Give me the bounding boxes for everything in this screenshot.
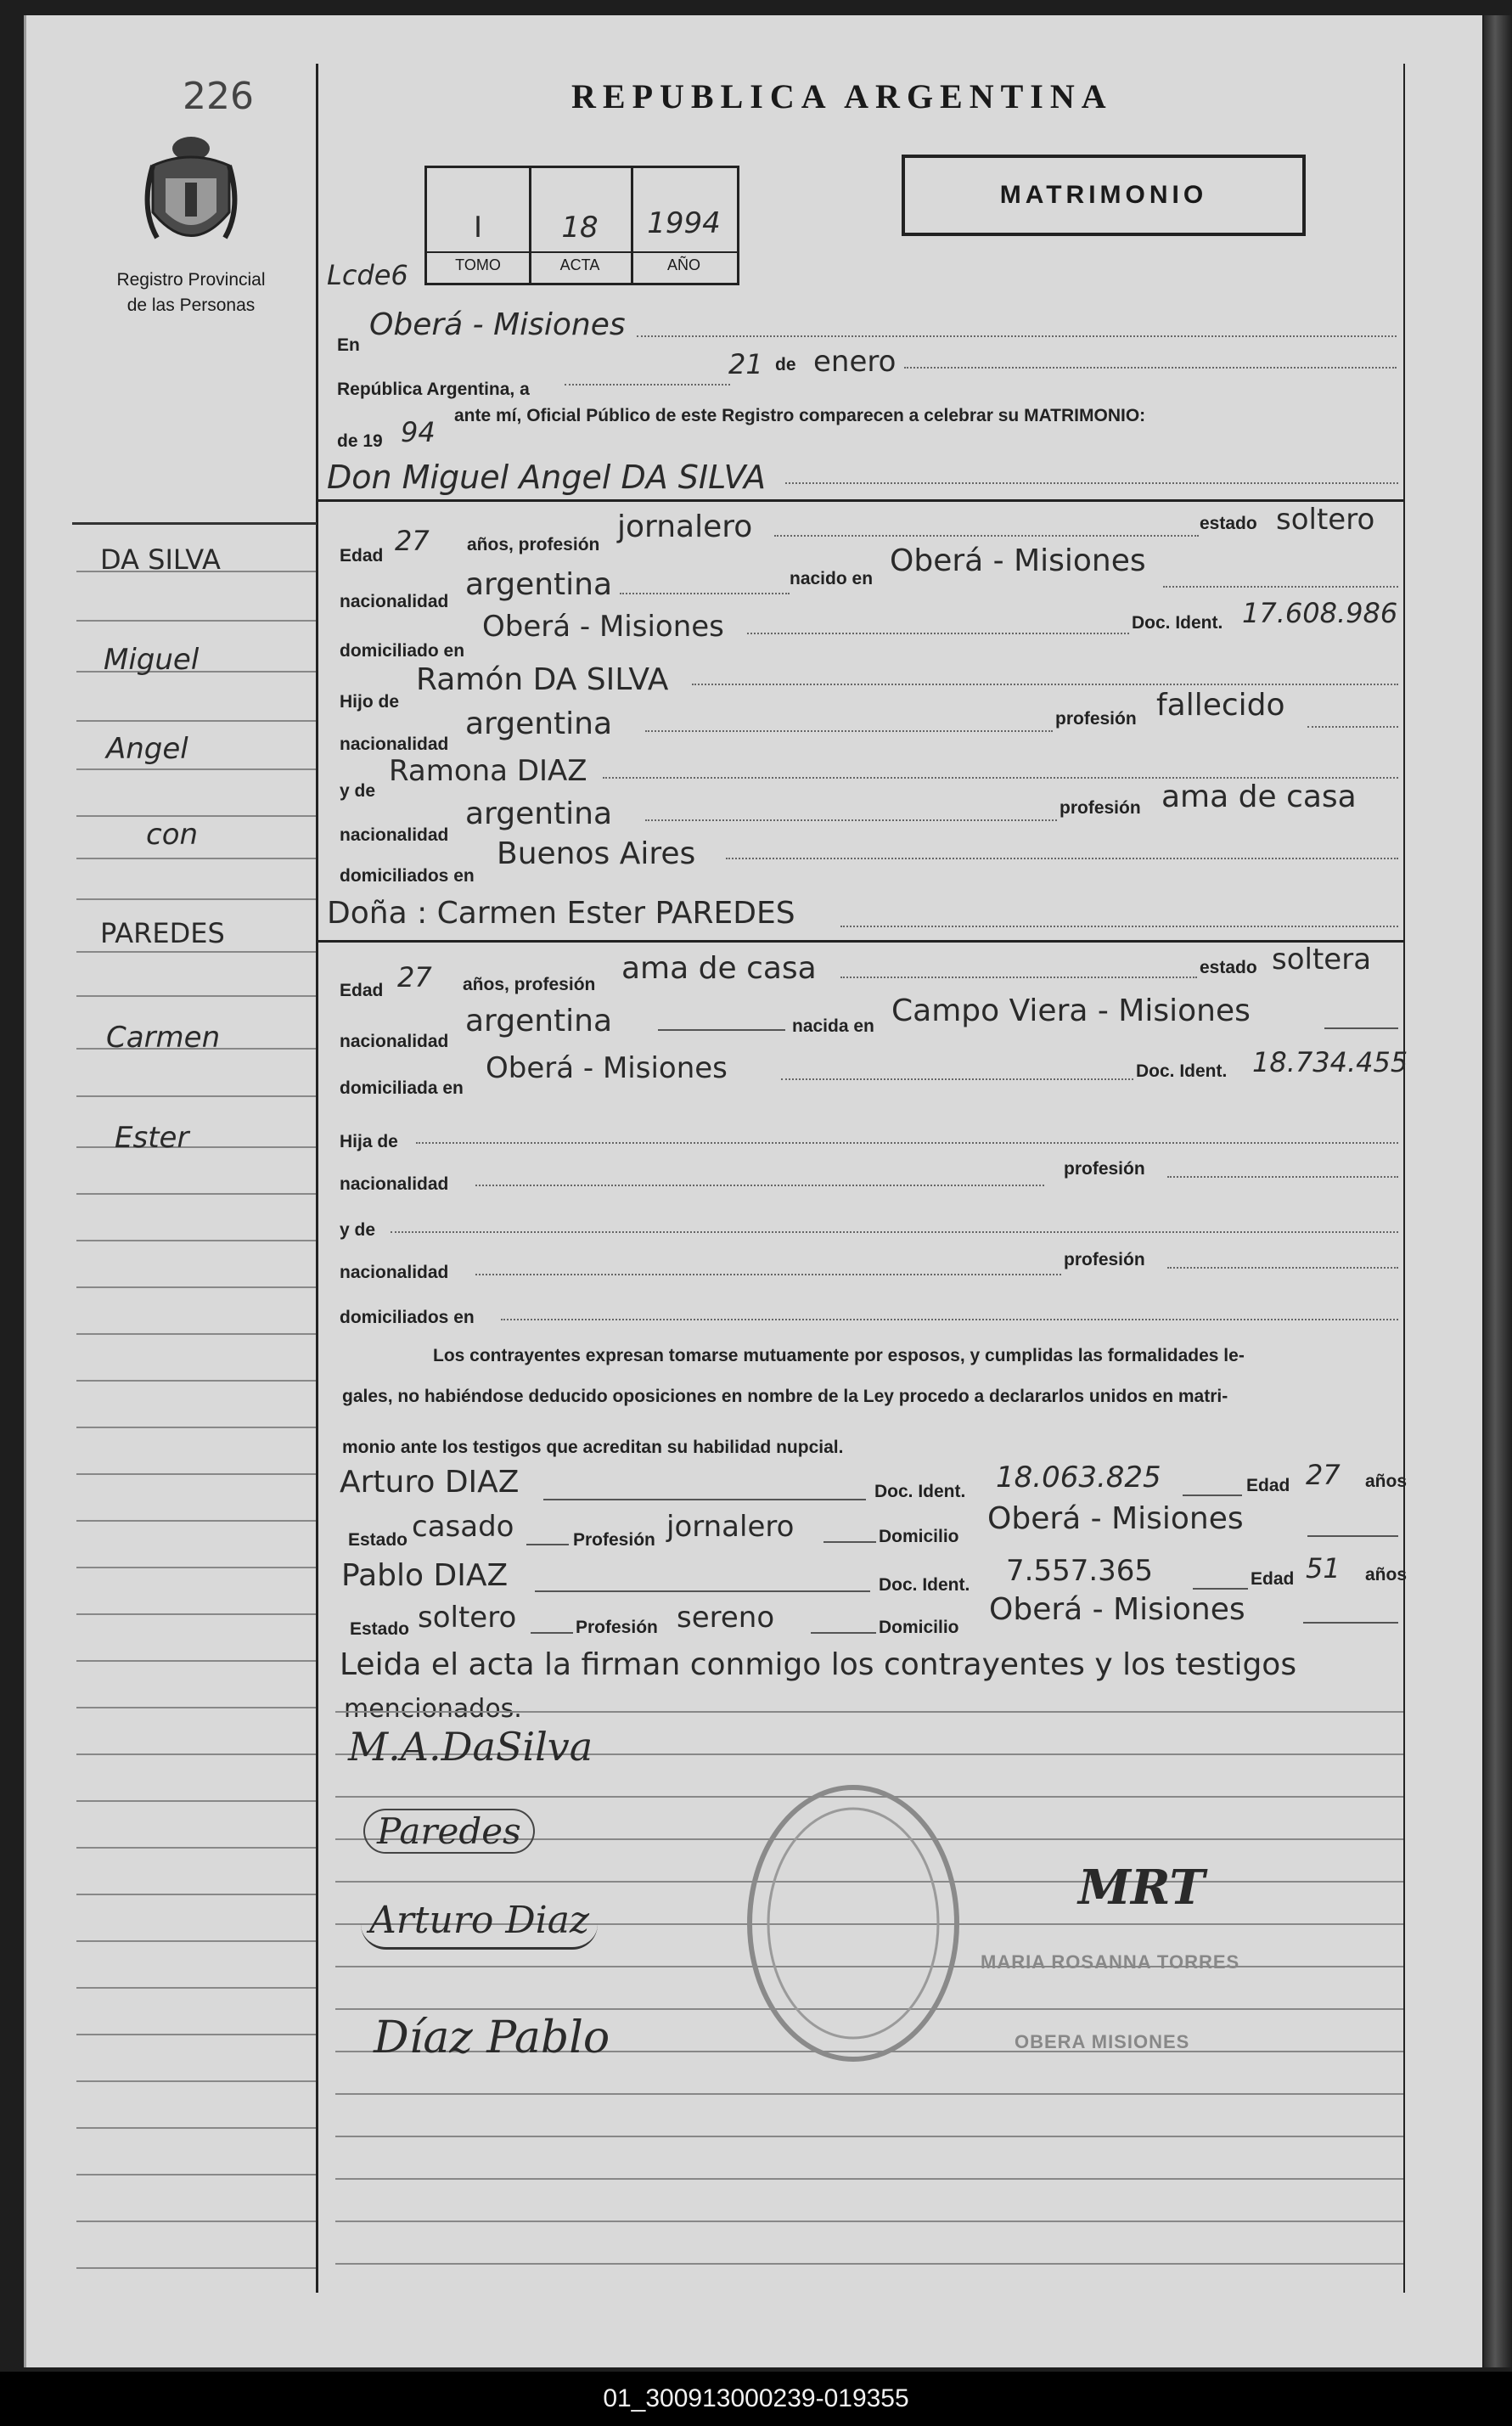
witness2-signature: Díaz Pablo xyxy=(374,2012,610,2063)
groom-estado: soltero xyxy=(1276,503,1375,537)
left-header-separator xyxy=(72,522,317,525)
witness2-doc-label: Doc. Ident. xyxy=(879,1575,970,1595)
witness1-prof-label: Profesión xyxy=(573,1530,655,1550)
bride-estado: soltera xyxy=(1272,943,1372,977)
groom-nationality: argentina xyxy=(465,567,613,602)
tomo-label: TOMO xyxy=(455,256,501,273)
witness1-doc: 18.063.825 xyxy=(996,1461,1161,1494)
ano-value: 1994 xyxy=(647,206,721,240)
witness1-profession: jornalero xyxy=(666,1510,795,1544)
bride-nationality: argentina xyxy=(465,1004,613,1039)
groom-father-prof: fallecido xyxy=(1156,688,1285,723)
margin-firstname-groom: Miguel xyxy=(104,643,200,677)
year-prefix: de 19 xyxy=(337,431,383,451)
groom-signature: M.A.DaSilva xyxy=(348,1724,593,1770)
groom-mother-prof: ama de casa xyxy=(1161,780,1357,814)
stamp-officer-name: MARIA ROSANNA TORRES xyxy=(981,1951,1240,1973)
margin-surname-bride: PAREDES xyxy=(100,917,225,949)
margin-middlename-groom: Angel xyxy=(106,732,188,766)
intro-text: ante mí, Oficial Público de este Registro comparecen a celebrar su MATRIMONIO: xyxy=(454,406,1146,425)
day-value: 21 xyxy=(728,348,763,380)
groom-birthplace: Oberá - Misiones xyxy=(890,543,1146,578)
registry-name-line1: Registro Provincial xyxy=(116,270,266,290)
month-value: enero xyxy=(813,345,897,379)
formal-text-line3: monio ante los testigos que acreditan su habilidad nupcial. xyxy=(342,1438,844,1457)
republica-label: República Argentina, a xyxy=(337,380,530,399)
bride-birthplace: Campo Viera - Misiones xyxy=(891,993,1251,1028)
formal-text-line2: gales, no habiéndose deducido oposiciones en nombre de la Ley procedo a declararlos unidos en matri- xyxy=(342,1387,1228,1406)
witness2-estado-label: Estado xyxy=(350,1619,410,1639)
groom-section-rule xyxy=(318,499,1403,502)
bride-prof2-label: profesión xyxy=(1064,1250,1145,1269)
record-type-label: MATRIMONIO xyxy=(999,181,1208,209)
bride-domicile: Oberá - Misiones xyxy=(486,1051,728,1085)
officer-signature: MRT xyxy=(1078,1860,1206,1916)
witness1-age: 27 xyxy=(1306,1459,1341,1491)
bride-anos-prof-label: años, profesión xyxy=(463,975,596,994)
left-column-divider xyxy=(316,64,318,2293)
file-id: 01_300913000239-019355 xyxy=(603,2384,909,2412)
book-spine xyxy=(1484,15,1512,2367)
registry-name-line2: de las Personas xyxy=(126,296,256,315)
formal-text-line1: Los contrayentes expresan tomarse mutuamente por esposos, y cumplidas las formalidades le- xyxy=(433,1346,1245,1365)
witness1-domicile: Oberá - Misiones xyxy=(987,1501,1244,1536)
groom-nac-label: nacionalidad xyxy=(340,592,449,611)
bride-signature: Paredes xyxy=(363,1809,535,1854)
groom-mother: Ramona DIAZ xyxy=(389,754,587,788)
ano-label: AÑO xyxy=(666,256,700,273)
groom-age: 27 xyxy=(395,525,430,557)
groom-father-nat: argentina xyxy=(465,706,613,741)
witness1-signature: Arturo Diaz xyxy=(361,1894,598,1950)
groom-edad-label: Edad xyxy=(340,546,384,566)
witness1-estado: casado xyxy=(412,1510,514,1544)
closing-line1: Leida el acta la firman conmigo los contrayentes y los testigos xyxy=(340,1647,1297,1682)
witness2-prof-label: Profesión xyxy=(576,1618,658,1637)
witness2-profession: sereno xyxy=(677,1601,775,1635)
stamp-officer-place: OBERA MISIONES xyxy=(1015,2031,1190,2052)
bride-name: Doña : Carmen Ester PAREDES xyxy=(327,896,795,931)
groom-anos-prof-label: años, profesión xyxy=(467,535,600,554)
groom-doc: 17.608.986 xyxy=(1242,597,1398,629)
book-note: Lcde6 xyxy=(327,259,408,291)
witness2-anos-label: años xyxy=(1365,1565,1408,1584)
groom-profession: jornalero xyxy=(617,509,753,544)
witness1-anos-label: años xyxy=(1365,1472,1408,1491)
bride-hija-label: Hija de xyxy=(340,1132,398,1151)
bride-section-rule xyxy=(318,940,1403,943)
bride-edad-label: Edad xyxy=(340,981,384,1000)
country-title: REPUBLICA ARGENTINA xyxy=(571,77,1113,115)
bride-prof1-label: profesión xyxy=(1064,1159,1145,1179)
witness2-estado: soltero xyxy=(418,1601,517,1635)
groom-yde-label: y de xyxy=(340,781,376,801)
groom-estado-label: estado xyxy=(1200,514,1257,533)
groom-doms-label: domiciliados en xyxy=(340,866,475,886)
bride-nac2-label: nacionalidad xyxy=(340,1263,449,1282)
witness2-dom-label: Domicilio xyxy=(879,1618,959,1637)
witness1-name: Arturo DIAZ xyxy=(340,1465,520,1500)
year-suffix: 94 xyxy=(401,416,436,448)
witness2-edad-label: Edad xyxy=(1251,1569,1295,1589)
volume-box xyxy=(424,166,739,285)
bride-doms-label: domiciliados en xyxy=(340,1308,475,1327)
witness1-doc-label: Doc. Ident. xyxy=(874,1482,966,1501)
groom-hijo-label: Hijo de xyxy=(340,692,400,712)
witness1-dom-label: Domicilio xyxy=(879,1527,959,1546)
bride-dom-label: domiciliada en xyxy=(340,1078,464,1098)
groom-name: Don Miguel Angel DA SILVA xyxy=(327,459,766,496)
margin-middlename-bride: Ester xyxy=(115,1121,189,1155)
coat-of-arms-icon xyxy=(136,132,246,259)
page-number: 226 xyxy=(183,75,254,118)
groom-dom-label: domiciliado en xyxy=(340,641,465,661)
margin-con: con xyxy=(146,818,199,852)
tomo-value: I xyxy=(473,211,483,245)
official-seal-icon xyxy=(743,1779,964,2068)
bride-doc-label: Doc. Ident. xyxy=(1136,1061,1228,1081)
bride-nac-label: nacionalidad xyxy=(340,1032,449,1051)
bride-age: 27 xyxy=(397,961,432,993)
bride-doc: 18.734.455 xyxy=(1252,1046,1408,1078)
groom-father-nac-label: nacionalidad xyxy=(340,735,449,754)
margin-surname-groom: DA SILVA xyxy=(100,543,221,576)
bride-estado-label: estado xyxy=(1200,958,1257,977)
acta-value: 18 xyxy=(561,211,599,245)
groom-doc-label: Doc. Ident. xyxy=(1132,613,1223,633)
closing-line2: mencionados. xyxy=(344,1694,522,1724)
record-type-box xyxy=(902,155,1306,236)
en-label: En xyxy=(337,335,360,355)
groom-parents-domicile: Buenos Aires xyxy=(497,836,696,871)
margin-firstname-bride: Carmen xyxy=(106,1021,221,1055)
groom-father-prof-label: profesión xyxy=(1055,709,1137,729)
witness2-doc: 7.557.365 xyxy=(1006,1554,1154,1588)
bride-yde-label: y de xyxy=(340,1220,376,1240)
acta-label: ACTA xyxy=(559,256,600,273)
witness1-estado-label: Estado xyxy=(348,1530,408,1550)
groom-father: Ramón DA SILVA xyxy=(416,662,669,697)
de-label: de xyxy=(775,355,796,374)
right-border xyxy=(1403,64,1405,2293)
groom-mother-nat: argentina xyxy=(465,796,613,831)
witness2-age: 51 xyxy=(1306,1552,1341,1584)
groom-mother-nac-label: nacionalidad xyxy=(340,825,449,845)
place-value: Oberá - Misiones xyxy=(369,307,626,342)
witness2-domicile: Oberá - Misiones xyxy=(989,1592,1245,1627)
file-id-bar xyxy=(0,2372,1512,2426)
groom-domicile: Oberá - Misiones xyxy=(482,610,724,644)
groom-mother-prof-label: profesión xyxy=(1060,798,1141,818)
groom-nacido-label: nacido en xyxy=(790,569,874,588)
witness2-name: Pablo DIAZ xyxy=(341,1558,509,1593)
bride-profession: ama de casa xyxy=(621,951,817,986)
bride-nac1-label: nacionalidad xyxy=(340,1174,449,1194)
witness1-edad-label: Edad xyxy=(1246,1476,1290,1495)
bride-nacida-label: nacida en xyxy=(792,1016,874,1036)
